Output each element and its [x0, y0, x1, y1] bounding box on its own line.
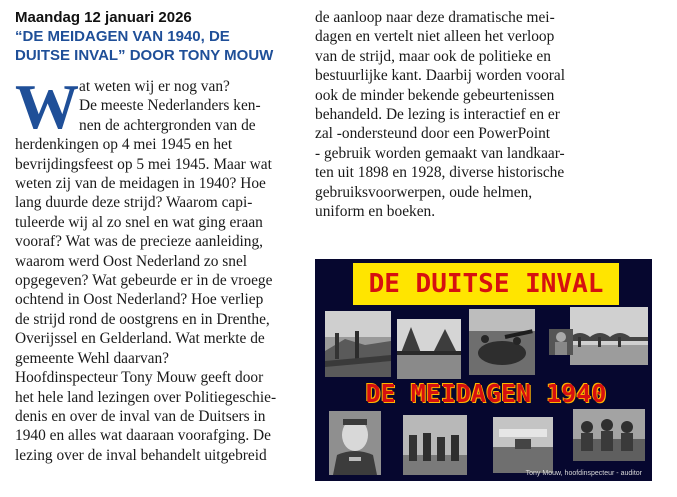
body-line: ten uit 1898 en 1928, diverse historische [315, 164, 565, 182]
poster-banner [353, 263, 619, 305]
body-line: dagen en vertelt niet alleen het verloop [315, 28, 555, 46]
body-line: Hoofdinspecteur Tony Mouw geeft door [15, 369, 264, 387]
body-line: lang duurde deze strijd? Waarom capi- [15, 194, 253, 212]
body-line: 1940 en alles wat daaraan voorafging. De [15, 427, 271, 445]
body-line: tuleerde wij al zo snel en wat ging eraan [15, 213, 263, 231]
body-line: de aanloop naar deze dramatische mei- [315, 9, 555, 26]
body-line: denis en over de inval van de Duitsers in [15, 407, 266, 425]
article-lead [15, 71, 297, 142]
right-column [315, 8, 600, 221]
photo-soldiers-group [573, 409, 645, 461]
body-line: uniform en boeken. [315, 203, 436, 221]
drop-cap: W [15, 71, 79, 142]
photo-bridge [397, 319, 461, 379]
article-date: Maandag 12 januari 2026 [15, 9, 192, 26]
poster-banner-title: DE DUITSE INVAL [368, 269, 604, 299]
body-line: Overijssel en Gelderland. Wat merkte de [15, 330, 265, 348]
body-line: vooraf? Wat was de precieze aanleiding, [15, 233, 264, 251]
body-line: lezing over de inval behandelt uitgebreid [15, 446, 267, 464]
left-column [15, 8, 297, 465]
body-line: van de strijd, maar ook de politieke en [315, 47, 551, 65]
poster-subtitle: DE MEIDAGEN 1940 [365, 378, 607, 408]
article-headline [15, 27, 297, 65]
body-line: weten zij van de meidagen in 1940? Hoe [15, 175, 266, 193]
photo-bridge-ruins [325, 311, 391, 377]
body-line: herdenkingen op 4 mei 1945 en het [15, 136, 233, 154]
photo-soldiers-gun [469, 309, 535, 375]
poster-credit: Tony Mouw, hoofdinspecteur - auditor [525, 470, 642, 477]
body-line: behandeld. De lezing is interactief en er [315, 106, 560, 124]
photo-bunker-landscape [493, 417, 553, 473]
body-line: waarom werd Oost Nederland zo snel [15, 252, 248, 270]
photo-troops-march [403, 415, 467, 475]
photo-officer-portrait [329, 411, 381, 475]
body-line: bestuurlijke kant. Daarbij worden vooral [315, 67, 566, 85]
body-line: gemeente Wehl daarvan? [15, 349, 170, 367]
article-body-left [15, 135, 297, 465]
photo-destroyed-bridge [570, 307, 648, 365]
body-line: opgegeven? Wat gebeurde er in de vroege [15, 272, 273, 290]
body-line: ook de minder bekende gebeurtenissen [315, 86, 555, 104]
body-line: gebruiksvoorwerpen, oude helmen, [315, 183, 533, 201]
photo-soldier-small [549, 329, 573, 355]
lecture-poster-image [315, 259, 652, 481]
body-line: zal -ondersteund door een PowerPoint [315, 125, 551, 143]
body-line: - gebruik worden gemaakt van landkaar- [315, 144, 565, 162]
headline-line-2: DUITSE INVAL” DOOR TONY MOUW [15, 47, 274, 64]
lead-line: De meeste Nederlanders ken- [79, 97, 261, 115]
headline-line-1: “DE MEIDAGEN VAN 1940, DE [15, 28, 230, 45]
article-body-right [315, 8, 600, 221]
body-line: bevrijdingsfeest op 5 mei 1945. Maar wat [15, 155, 272, 173]
lead-line: nen de achtergronden van de [79, 116, 256, 134]
body-line: het hele land lezingen over Politiegeschie- [15, 388, 277, 406]
body-line: ochtend in Oost Nederland? Hoe verliep [15, 291, 264, 309]
body-line: de strijd rond de oostgrens en in Drenthe, [15, 310, 270, 328]
lead-line: at weten wij er nog van? [79, 78, 230, 95]
